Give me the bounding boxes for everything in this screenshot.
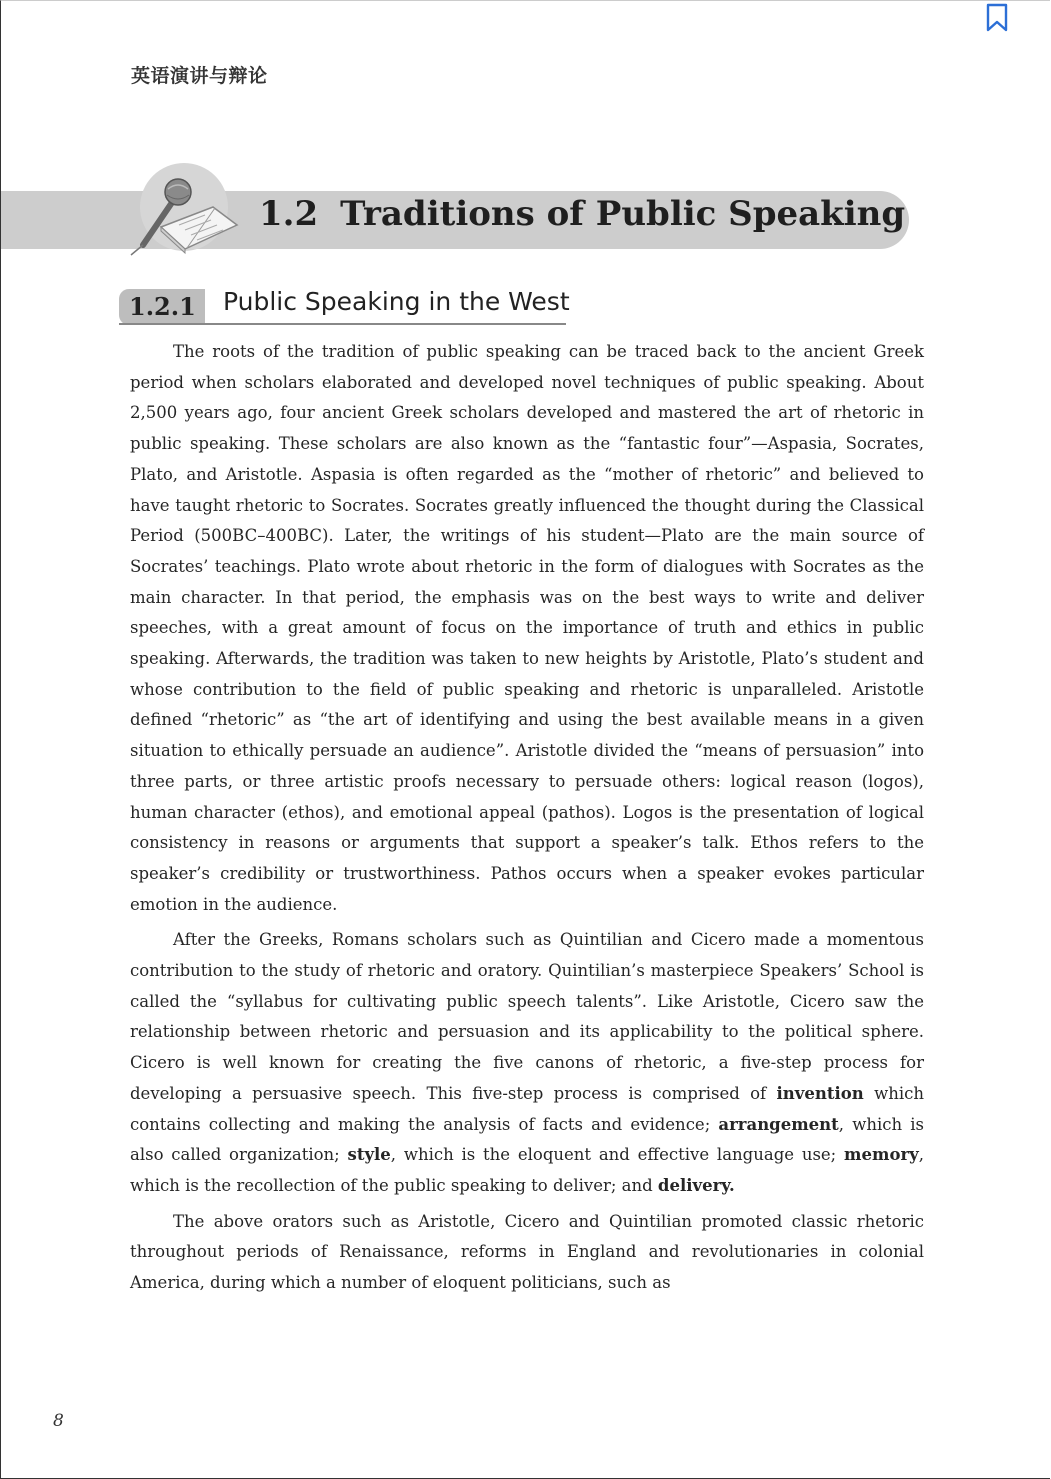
body-text (130, 337, 924, 1304)
paragraph-2-part-1: After the Greeks, Romans scholars such as Quintilian and Cicero made a momentous contribution to the study of rhetoric and oratory. Quintilian’s masterpiece Speakers’ School is called the “syllabus for cultivating public speech talents”. Like Aristotle, Cicero saw the relationship between rhetoric and persuasion and its applicability to the political sphere. Cicero is well known for creating the five canons of rhetoric, a five-step process for developing a persuasive speech. This five-step process is comprised of (130, 930, 924, 1103)
paragraph-2-part-2: which contains collecting and making the analysis of facts and evidence; (130, 1083, 925, 1134)
term-style: style (347, 1145, 391, 1165)
page-number: 8 (53, 1411, 64, 1431)
microphone-book-icon (121, 159, 241, 259)
term-delivery: delivery. (657, 1175, 735, 1195)
term-invention: invention (776, 1083, 864, 1103)
section-title (259, 194, 905, 234)
bookmark-icon[interactable] (985, 3, 1009, 33)
subsection-underline (119, 323, 566, 325)
section-title-text: Traditions of Public Speaking (340, 194, 906, 234)
paragraph-2-part-5: , which is the recollection of the public speaking to deliver; and (130, 1145, 924, 1195)
section-number: 1.2 (259, 194, 319, 234)
term-arrangement: arrangement (718, 1114, 839, 1134)
subsection-title: Public Speaking in the West (223, 287, 570, 316)
paragraph-1: The roots of the tradition of public speaking can be traced back to the ancient Greek period when scholars elaborated and developed novel techniques of public speaking. About 2,500 years ago, four ancient Greek scholars developed and mastered the art of rhetoric in public speaking. These scholars are also known as the “fantastic four”—Aspasia, Socrates, Plato, and Aristotle. Aspasia is often regarded as the “mother of rhetoric” and believed to have taught rhetoric to Socrates. Socrates greatly influenced the thought during the Classical Period (500BC–400BC). Later, the writings of his student—Plato are the main source of Socrates’ teachings. Plato wrote about rhetoric in the form of dialogues with Socrates as the main character. In that period, the emphasis was on the best ways to write and deliver speeches, with a great amount of focus on the importance of truth and ethics in public speaking. Afterwards, the tradition was taken to new heights by Aristotle, Plato’s student and whose contribution to the field of public speaking and rhetoric is unparalleled. Aristotle defined “rhetoric” as “the art of identifying and using the best available means in a given situation to ethically persuade an audience”. Aristotle divided the “means of persuasion” into three parts, or three artistic proofs necessary to persuade others: logical reason (logos), human character (ethos), and emotional appeal (pathos). Logos is the presentation of logical consistency in reasons or arguments that support a speaker’s talk. Ethos refers to the speaker’s credibility or trustworthiness. Pathos occurs when a speaker evokes particular emotion in the audience. (130, 342, 924, 914)
paragraph-3: The above orators such as Aristotle, Cicero and Quintilian promoted classic rhetoric throughout periods of Renaissance, reforms in England and revolutionaries in colonial America, during which a number of eloquent politicians, such as (130, 1211, 924, 1293)
term-memory: memory (844, 1145, 919, 1165)
running-header: 英语演讲与辩论 (131, 65, 268, 87)
paragraph-2-part-3: , which is also called organization; (130, 1114, 925, 1165)
subsection-number: 1.2.1 (129, 292, 196, 321)
paragraph-2-part-4: , which is the eloquent and effective language use; (390, 1145, 845, 1165)
paragraph-2 (130, 925, 924, 1201)
